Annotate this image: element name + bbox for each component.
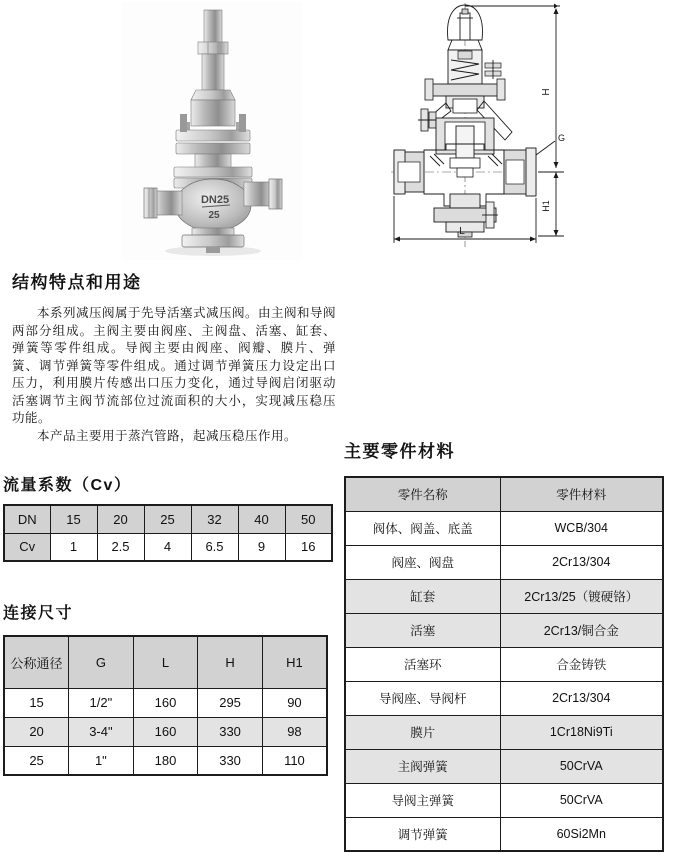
- table-row: [4, 717, 327, 746]
- part-name-cell: 膜片: [345, 715, 500, 749]
- connection-dimensions-table: [3, 635, 328, 776]
- materials-table: [344, 476, 664, 852]
- valve-photo: [122, 2, 302, 260]
- table-cell: 1/2": [69, 688, 134, 717]
- table-cell: 15: [50, 505, 97, 533]
- cast-mark-pn: 25: [208, 210, 220, 221]
- flow-table-title: 流量系数（Cv）: [3, 477, 132, 494]
- row-header-dn: DN: [4, 505, 50, 533]
- part-material-cell: 1Cr18Ni9Ti: [500, 715, 663, 749]
- column-header: 公称通径: [4, 636, 69, 688]
- part-material-cell: 50CrVA: [500, 749, 663, 783]
- column-header: L: [133, 636, 198, 688]
- part-material-cell: 2Cr13/304: [500, 545, 663, 579]
- table-cell: 3-4": [69, 717, 134, 746]
- column-header: 零件材料: [500, 477, 663, 511]
- flow-coefficient-table: [3, 504, 333, 562]
- part-name-cell: 调节弹簧: [345, 817, 500, 851]
- table-row: [345, 647, 663, 681]
- dim-label-h: H: [541, 88, 552, 96]
- table-cell: 40: [238, 505, 285, 533]
- cast-mark-dn: DN25: [200, 194, 230, 206]
- table-cell: 25: [144, 505, 191, 533]
- table-cell: 98: [262, 717, 327, 746]
- table-cell: 110: [262, 746, 327, 775]
- features-paragraph-1: 本系列减压阀属于先导活塞式减压阀。由主阀和导阀两部分组成。主阀主要由阀座、主阀盘、活塞、缸套、弹簧等零件组成。导阀主要由阀座、阀瓣、膜片、弹簧、调节弹簧等零件组成。通过调节弹簧压力设定出口压力，利用膜片传感出口压力变化，通过导阀启闭驱动活塞调节主阀节流部位过流面积的大小，实现减压稳压功能。: [12, 306, 337, 425]
- table-row: [4, 688, 327, 717]
- dims-table-title: 连接尺寸: [3, 605, 74, 622]
- table-header-row: [345, 477, 663, 511]
- table-cell: 180: [133, 746, 198, 775]
- part-name-cell: 阀体、阀盖、底盖: [345, 511, 500, 545]
- connection-dimensions-section: [3, 600, 328, 776]
- table-row: [345, 511, 663, 545]
- dim-label-g: G: [558, 133, 566, 143]
- table-cell: 295: [198, 688, 263, 717]
- table-row: [345, 681, 663, 715]
- table-cell: 9: [238, 533, 285, 561]
- part-name-cell: 阀座、阀盘: [345, 545, 500, 579]
- table-row: [345, 545, 663, 579]
- table-row: [4, 505, 332, 533]
- part-material-cell: 2Cr13/铜合金: [500, 613, 663, 647]
- part-material-cell: 60Si2Mn: [500, 817, 663, 851]
- flow-coefficient-section: [3, 472, 333, 562]
- valve-cross-section-drawing: [388, 0, 676, 252]
- features-paragraph-2: 本产品主要用于蒸汽管路，起减压稳压作用。: [37, 428, 298, 443]
- materials-table-title: 主要零件材料: [344, 442, 455, 461]
- part-material-cell: 2Cr13/304: [500, 681, 663, 715]
- table-cell: 32: [191, 505, 238, 533]
- part-name-cell: 活塞: [345, 613, 500, 647]
- valve-photo-graphic: [122, 2, 302, 260]
- dim-label-h1: H1: [541, 200, 551, 212]
- table-row: [345, 613, 663, 647]
- materials-section: [344, 437, 664, 852]
- table-header-row: [4, 636, 327, 688]
- part-name-cell: 导阀座、导阀杆: [345, 681, 500, 715]
- table-cell: 1: [50, 533, 97, 561]
- table-cell: 4: [144, 533, 191, 561]
- column-header: G: [69, 636, 134, 688]
- table-row: [345, 783, 663, 817]
- features-section: [12, 268, 336, 445]
- table-cell: 2.5: [97, 533, 144, 561]
- part-material-cell: 合金铸铁: [500, 647, 663, 681]
- table-cell: 16: [285, 533, 332, 561]
- column-header: 零件名称: [345, 477, 500, 511]
- table-row: [345, 579, 663, 613]
- table-cell: 25: [4, 746, 69, 775]
- table-cell: 160: [133, 688, 198, 717]
- dim-label-l: L: [459, 226, 465, 237]
- table-row: [4, 533, 332, 561]
- table-cell: 90: [262, 688, 327, 717]
- part-material-cell: WCB/304: [500, 511, 663, 545]
- table-row: [345, 749, 663, 783]
- features-title: 结构特点和用途: [12, 273, 142, 292]
- part-name-cell: 缸套: [345, 579, 500, 613]
- part-name-cell: 活塞环: [345, 647, 500, 681]
- table-row: [345, 817, 663, 851]
- valve-drawing-graphic: [388, 0, 676, 252]
- table-cell: 6.5: [191, 533, 238, 561]
- part-name-cell: 主阀弹簧: [345, 749, 500, 783]
- table-cell: 330: [198, 717, 263, 746]
- part-material-cell: 2Cr13/25（镀硬铬）: [500, 579, 663, 613]
- table-cell: 20: [4, 717, 69, 746]
- table-cell: 1": [69, 746, 134, 775]
- row-header-cv: Cv: [4, 533, 50, 561]
- column-header: H1: [262, 636, 327, 688]
- table-cell: 50: [285, 505, 332, 533]
- part-material-cell: 50CrVA: [500, 783, 663, 817]
- table-cell: 20: [97, 505, 144, 533]
- table-cell: 15: [4, 688, 69, 717]
- table-cell: 160: [133, 717, 198, 746]
- part-name-cell: 导阀主弹簧: [345, 783, 500, 817]
- table-row: [345, 715, 663, 749]
- table-cell: 330: [198, 746, 263, 775]
- table-row: [4, 746, 327, 775]
- column-header: H: [198, 636, 263, 688]
